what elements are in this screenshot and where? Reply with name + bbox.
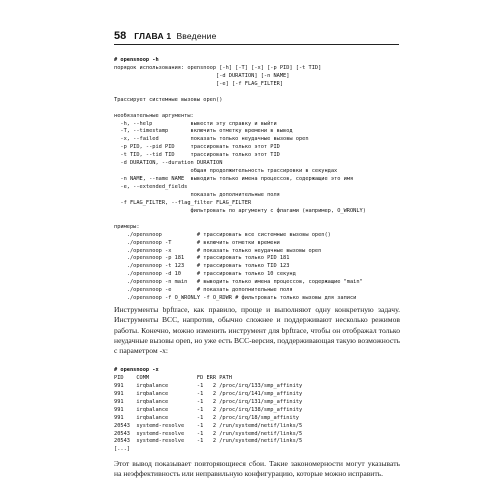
code-line: # opensnoop -h — [114, 57, 159, 63]
code-line: 991 irqbalance -1 2 /proc/irq/18/smp_affinity — [114, 414, 299, 421]
code-block-help — [114, 57, 404, 303]
code-line: необязательные аргументы: — [114, 112, 194, 119]
code-line: [...] — [114, 446, 130, 453]
code-line: порядок использования: opensnoop [-h] [-T] [-x] [-p PID] [-t TID] — [114, 64, 322, 71]
code-line: ./opensnoop -T # включить отметки времени — [114, 239, 280, 246]
code-line: ./opensnoop -x # показать только неудачные вызовы open — [114, 247, 322, 254]
code-line: ./opensnoop -e # показать дополнительные поля — [114, 287, 293, 294]
code-line: -e, --extended_fields — [114, 184, 188, 190]
code-line: 20543 systemd-resolve -1 2 /run/systemd/netif/links/5 — [114, 438, 303, 445]
code-line: фильтровать по аргументу с флагами (например, O_WRONLY) — [114, 207, 366, 214]
code-line: -d DURATION, --duration DURATION — [114, 160, 223, 167]
code-line: ./opensnoop -t 123 # трассировать только TID 123 — [114, 263, 290, 270]
code-line — [114, 105, 404, 113]
code-line: PID COMM FD ERR PATH — [114, 374, 232, 381]
code-line: ./opensnoop -n main # выводить только имена процессов, содержащие "main" — [114, 279, 363, 286]
code-line: -x, --failed показать только неудачные вызовы open — [114, 136, 309, 143]
code-line: -p PID, --pid PID трассировать только этот PID — [114, 144, 280, 151]
code-block-output — [114, 367, 404, 454]
code-line: [-e] [-f FLAG_FILTER] — [114, 80, 284, 87]
chapter-label: ГЛАВА 1 — [134, 31, 172, 41]
code-line: ./opensnoop # трассировать все системные вызовы open() — [114, 231, 331, 238]
code-line: Трассирует системные вызовы open() — [114, 96, 223, 103]
running-header — [114, 29, 217, 43]
code-line: общая продолжительность трассировки в секундах — [114, 168, 338, 175]
code-line: -f FLAG_FILTER, --flag_filter FLAG_FILTER — [114, 199, 252, 206]
header-rule — [114, 44, 399, 45]
code-line: примеры: — [114, 223, 140, 230]
code-line: # opensnoop -x — [114, 367, 159, 373]
code-line: 991 irqbalance -1 2 /proc/irq/131/smp_affinity — [114, 398, 303, 405]
code-line: ./opensnoop -f O_WRONLY -f O_RDWR # фильтровать только вызовы для записи — [114, 295, 357, 302]
page-number: 58 — [114, 30, 127, 42]
chapter-heading — [134, 31, 216, 41]
chapter-title: Введение — [176, 31, 217, 41]
code-line: 20543 systemd-resolve -1 2 /run/systemd/netif/links/5 — [114, 430, 303, 437]
code-line: -h, --help вывести эту справку и выйти — [114, 120, 277, 127]
code-line — [114, 216, 404, 224]
code-line: -t TID, --tid TID трассировать только этот TID — [114, 152, 280, 159]
paragraph: Этот вывод показывает повторяющиеся сбои. Такие закономерности могут указывать на неэффективность или неправильную конфигурацию, которые можно исправить. — [114, 459, 400, 479]
code-line: -n NAME, --name NAME выводить только имена процессов, содержащие это имя — [114, 176, 354, 183]
code-line: 991 irqbalance -1 2 /proc/irq/133/smp_affinity — [114, 382, 303, 389]
code-line: 991 irqbalance -1 2 /proc/irq/138/smp_affinity — [114, 406, 303, 413]
code-line: -T, --timestamp включить отметку времени в вывод — [114, 128, 293, 135]
code-line: 20543 systemd-resolve -1 2 /run/systemd/netif/links/5 — [114, 422, 303, 429]
code-line: показать дополнительные поля — [114, 191, 280, 198]
code-line: ./opensnoop -p 181 # трассировать только PID 181 — [114, 255, 290, 262]
paragraph: Инструменты bpftrace, как правило, проще и выполняют одну конкретную задачу. Инструменты BCC, напротив, обычно сложнее и поддерживают несколько режимов работы. Конечно, можно изменить инструмент для bpftrace, чтобы он отображал только неудачные вызовы open, но уже есть BCC-версия, поддерживающая такую возможность с параметром -x: — [114, 305, 400, 356]
code-line: 991 irqbalance -1 2 /proc/irq/141/smp_affinity — [114, 390, 303, 397]
code-line: [-d DURATION] [-n NAME] — [114, 72, 290, 79]
code-line: ./opensnoop -d 10 # трассировать только 10 секунд — [114, 271, 296, 278]
code-line — [114, 89, 404, 97]
